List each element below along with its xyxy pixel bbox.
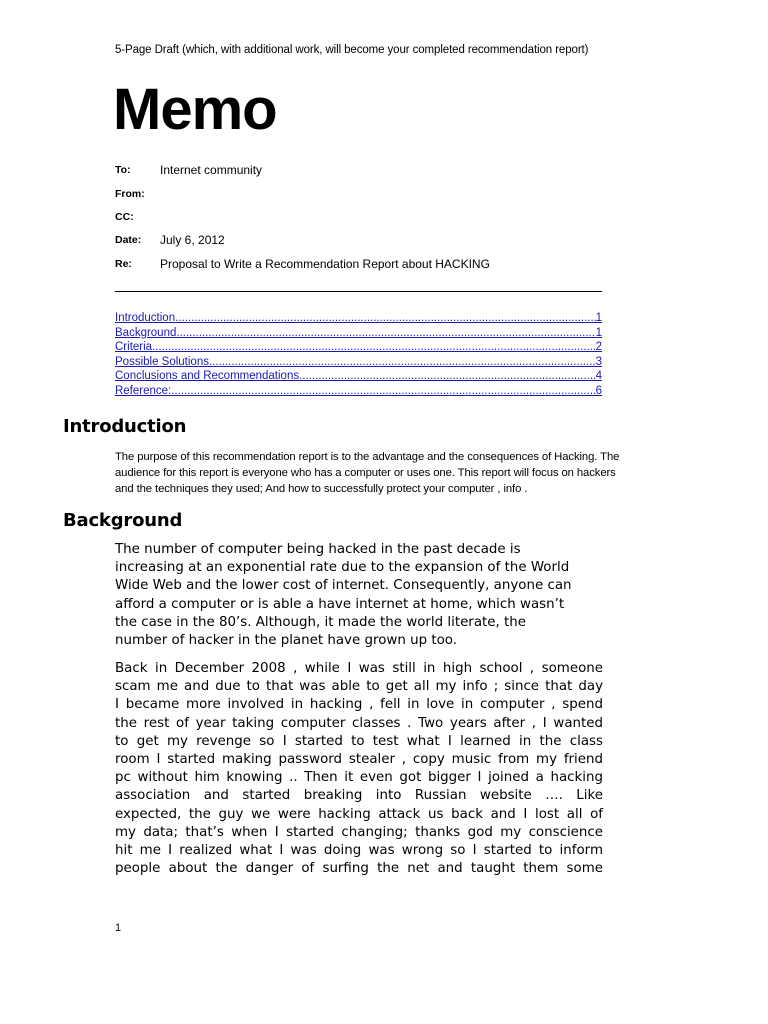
paragraph-line: The purpose of this recommendation report is to the advantage and the consequences of Hacking. The [115, 451, 620, 463]
toc-page: 3 [595, 355, 602, 368]
toc-page: 4 [595, 370, 602, 383]
toc-leader [175, 311, 595, 326]
introduction-paragraph [115, 449, 650, 497]
toc-leader [209, 355, 596, 370]
paragraph-line: expected, the guy we were hacking attack us back and I lost all of [115, 806, 603, 822]
background-heading: Background [63, 510, 183, 531]
toc-entry-reference[interactable] [115, 384, 602, 399]
paragraph-line: afford a computer or is able a have internet at home, which wasn’t [115, 596, 565, 612]
background-paragraph-2 [115, 660, 603, 878]
page-number: 1 [115, 922, 122, 934]
paragraph-line: The number of computer being hacked in the past decade is [115, 542, 521, 557]
toc-page: 6 [595, 384, 602, 397]
toc-entry-background[interactable] [115, 326, 602, 341]
paragraph-line: audience for this report is everyone who has a computer or uses one. This report will focus on hackers [115, 467, 616, 479]
paragraph-line: people about the danger of surfing the net and taught them some [115, 861, 603, 877]
toc-title: Conclusions and Recommendations [115, 370, 300, 383]
paragraph-line: Wide Web and the lower cost of internet. Consequently, anyone can [115, 578, 572, 594]
paragraph-line: the case in the 80’s. Although, it made the world literate, the [115, 614, 526, 630]
introduction-heading: Introduction [63, 416, 187, 437]
paragraph-line: I became more involved in hacking , fell in love in computer , spend [115, 697, 603, 713]
paragraph-line: increasing at an exponential rate due to the expansion of the World [115, 560, 570, 576]
toc-leader [152, 340, 596, 355]
background-paragraph-1 [115, 541, 603, 650]
memo-title: Memo [113, 77, 277, 142]
paragraph-line: number of hacker in the planet have grown up too. [115, 633, 457, 649]
toc-leader [176, 326, 595, 341]
toc-entry-introduction[interactable] [115, 311, 602, 326]
toc-entry-conclusions[interactable] [115, 369, 602, 384]
header-divider [115, 291, 602, 292]
toc-title: Possible Solutions [115, 355, 209, 368]
toc-entry-criteria[interactable] [115, 340, 602, 355]
paragraph-line: pc without him knowing .. Then it even got bigger I joined a hacking [115, 770, 603, 786]
to-label: To: [115, 164, 131, 176]
paragraph-line: association and started breaking into Russian website …. Like [115, 788, 603, 804]
toc-leader [171, 384, 595, 399]
cc-label: CC: [115, 211, 134, 223]
re-value: Proposal to Write a Recommendation Report about HACKING [160, 257, 490, 271]
date-label: Date: [115, 234, 142, 246]
toc-entry-possible-solutions[interactable] [115, 355, 602, 370]
toc-title: Criteria [115, 341, 153, 354]
table-of-contents [115, 311, 602, 399]
to-value: Internet community [160, 163, 263, 177]
paragraph-line: hit me I realized what I was doing was wrong so I started to inform [115, 843, 603, 859]
paragraph-line: scam me and due to that was able to get all my info ; since that day [115, 679, 603, 695]
paragraph-line: my data; that’s when I started changing; thanks god my conscience [115, 824, 603, 840]
paragraph-line: to get my revenge so I started to test what I learned in the class [115, 733, 603, 749]
toc-title: Reference: [115, 384, 172, 397]
from-label: From: [115, 188, 145, 200]
paragraph-line: the rest of year taking computer classes . Two years after , I wanted [115, 715, 603, 731]
paragraph-line: Back in December 2008 , while I was still in high school , someone [115, 661, 603, 676]
paragraph-line: and the techniques they used; And how to successfully protect your computer , info . [115, 483, 528, 495]
toc-leader [299, 369, 595, 384]
toc-page: 1 [595, 326, 602, 339]
toc-title: Background [115, 326, 177, 339]
draft-header-note: 5-Page Draft (which, with additional work, will become your completed recommendation report) [115, 44, 589, 56]
re-label: Re: [115, 258, 132, 270]
toc-page: 2 [595, 341, 602, 354]
toc-title: Introduction [115, 312, 176, 324]
date-value: July 6, 2012 [160, 233, 225, 247]
paragraph-line: room I started making password stealer , copy music from my friend [115, 752, 603, 768]
toc-page: 1 [595, 312, 602, 324]
